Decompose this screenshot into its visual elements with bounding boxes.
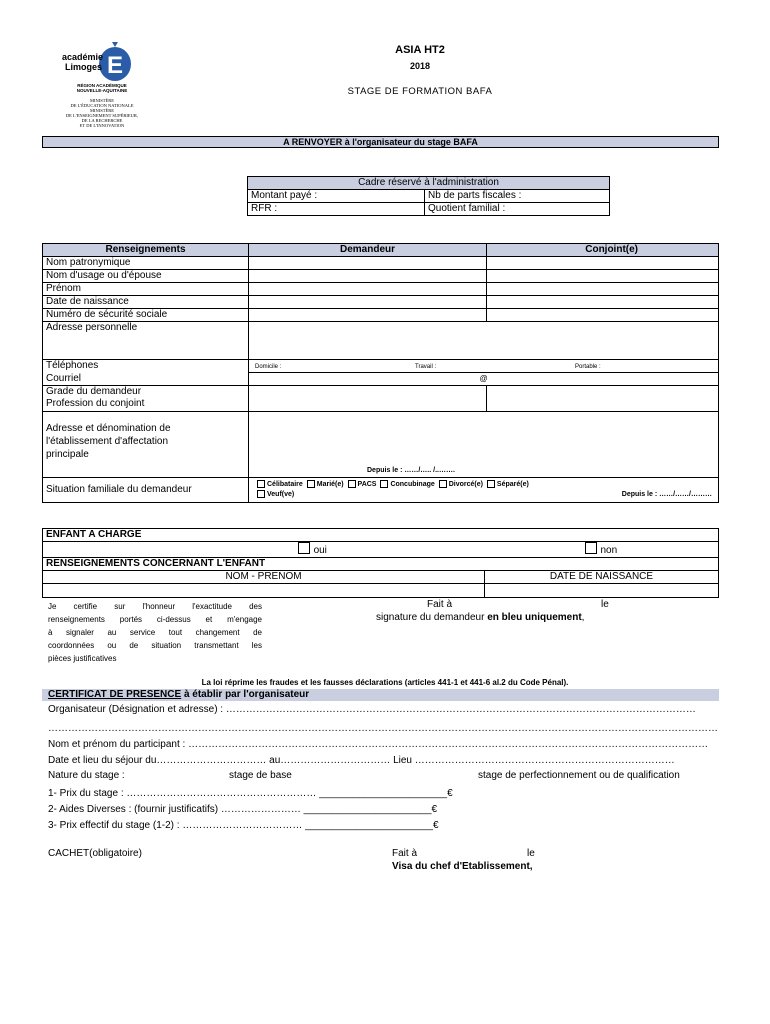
nom-prenom-header: NOM - PRENOM [43, 571, 485, 584]
checkbox-oui[interactable] [298, 542, 310, 554]
row-label: Prénom [43, 283, 249, 296]
svg-text:E: E [106, 52, 124, 79]
checkbox-concubinage[interactable] [380, 480, 388, 488]
row-label-courriel: Courriel [43, 373, 249, 386]
demandeur-field[interactable] [249, 257, 487, 270]
le-label: le [601, 599, 609, 610]
col-header-renseignements: Renseignements [43, 244, 249, 257]
courriel-field[interactable]: @ [249, 373, 719, 386]
conjoint-field[interactable] [487, 270, 719, 283]
col-header-demandeur: Demandeur [249, 244, 487, 257]
cert-le-label: le [527, 848, 535, 859]
demandeur-field[interactable] [249, 309, 487, 322]
admin-title: Cadre réservé à l'administration [248, 177, 610, 190]
conjoint-field[interactable] [487, 283, 719, 296]
visa-label: Visa du chef d'Etablissement, [392, 861, 533, 872]
row-label-grade: Grade du demandeur Profession du conjoint [43, 386, 249, 412]
admin-rfr: RFR : [248, 203, 425, 216]
enfant-title: ENFANT A CHARGE [43, 529, 719, 542]
enfant-date-field[interactable] [485, 584, 719, 598]
form-title: ASIA HT2 [395, 44, 445, 56]
logo-region: RÉGION ACADÉMIQUE NOUVELLE-AQUITAINE [76, 83, 128, 93]
prix-line[interactable]: 1- Prix du stage : ………………………………………………… _______________________€ [48, 788, 453, 799]
row-label-affectation: Adresse et dénomination de l'établissement d'affectation principale [43, 412, 249, 478]
row-label: Nom d'usage ou d'épouse [43, 270, 249, 283]
enfant-table [42, 528, 719, 598]
signature-label: signature du demandeur en bleu uniquement, [376, 612, 585, 623]
enfant-nom-field[interactable] [43, 584, 485, 598]
admin-box [247, 176, 610, 216]
nature-label: Nature du stage : [48, 770, 125, 781]
demandeur-field[interactable] [249, 270, 487, 283]
certify-text: Je certifie sur l'honneur l'exactitude des renseignements portés ci-dessus et m'engage à signaler au service tout changement de coordonnées ou de situation transmettant les pièces justificatives [48, 602, 262, 663]
portable-label: Portable : [575, 364, 601, 370]
domicile-label: Domicile : [255, 364, 282, 370]
academie-logo-icon [98, 42, 132, 82]
organisateur-line[interactable]: Organisateur (Désignation et adresse) : …………………………………………………………………………………………………………………………… [48, 704, 696, 715]
fait-a-label: Fait à [427, 599, 453, 610]
effectif-line[interactable]: 3- Prix effectif du stage (1-2) : ……………………………… _______________________€ [48, 820, 439, 831]
telephones-field[interactable] [249, 360, 719, 373]
stage-base-option[interactable]: stage de base [229, 770, 292, 781]
enfant-renseignements-title: RENSEIGNEMENTS CONCERNANT L'ENFANT [43, 558, 719, 571]
form-year: 2018 [409, 61, 431, 71]
conjoint-field[interactable] [487, 309, 719, 322]
date-naissance-header: DATE DE NAISSANCE [485, 571, 719, 584]
admin-montant: Montant payé : [248, 190, 425, 203]
info-table [42, 243, 719, 503]
cachet-label: CACHET(obligatoire) [48, 848, 142, 859]
cert-fait-label: Fait à [392, 848, 418, 859]
checkbox-divorce[interactable] [439, 480, 447, 488]
aides-line[interactable]: 2- Aides Diverses : (fournir justificatifs) …………………… _______________________€ [48, 804, 438, 815]
row-label: Date de naissance [43, 296, 249, 309]
situation-options: Célibataire Marié(e) PACS Concubinage Divorcé(e) Séparé(e) Veuf(ve) Depuis le : ……/……/……… [249, 478, 719, 503]
law-notice: La loi réprime les fraudes et les fausses déclarations (articles 441-1 et 441-6 al.2 du Code Pénal). [201, 678, 569, 687]
checkbox-non[interactable] [585, 542, 597, 554]
conjoint-field[interactable] [487, 296, 719, 309]
checkbox-marie[interactable] [307, 480, 315, 488]
depuis-affectation: Depuis le : ……/….. /..……. [367, 467, 455, 474]
logo-ministry: MINISTÈRE DE L'ÉDUCATION NATIONALE MINISTÈRE DE L'ENSEIGNEMENT SUPÉRIEUR, DE LA RECHERCHE ET DE L'INNOVATION [65, 98, 139, 128]
row-label-adresse: Adresse personnelle [43, 322, 249, 360]
dots-line[interactable]: ………………………………………………………………………………………………………………………………………………………………………………… [48, 723, 718, 734]
non-option[interactable]: non [485, 542, 719, 558]
stage-perf-option[interactable]: stage de perfectionnement ou de qualification [478, 770, 680, 781]
checkbox-veuf[interactable] [257, 490, 265, 498]
certificat-title: CERTIFICAT DE PRESENCE à établir par l'organisateur [42, 689, 719, 701]
travail-label: Travail : [415, 364, 437, 370]
row-label-situation: Situation familiale du demandeur [43, 478, 249, 503]
col-header-conjoint: Conjoint(e) [487, 244, 719, 257]
checkbox-celibataire[interactable] [257, 480, 265, 488]
affectation-field[interactable] [249, 412, 719, 478]
profession-field[interactable] [487, 386, 719, 412]
admin-quotient: Quotient familial : [425, 203, 610, 216]
oui-option[interactable]: oui [43, 542, 485, 558]
adresse-field[interactable] [249, 322, 719, 360]
form-subtitle: STAGE DE FORMATION BAFA [347, 86, 493, 97]
checkbox-separe[interactable] [487, 480, 495, 488]
logo-text: académie Limoges [62, 52, 104, 72]
return-banner: A RENVOYER à l'organisateur du stage BAFA [42, 136, 719, 148]
row-label-telephones: Téléphones [43, 360, 249, 373]
date-lieu-line[interactable]: Date et lieu du séjour du…………………………… au…………………………… Lieu …………………………………………………………………… [48, 755, 675, 766]
demandeur-field[interactable] [249, 296, 487, 309]
participant-line[interactable]: Nom et prénom du participant : ………………………………………………………………………………………………………………………………………… [48, 739, 709, 750]
demandeur-field[interactable] [249, 283, 487, 296]
checkbox-pacs[interactable] [348, 480, 356, 488]
admin-parts: Nb de parts fiscales : [425, 190, 610, 203]
depuis-situation: Depuis le : ……/……/……… [621, 491, 712, 498]
row-label: Nom patronymique [43, 257, 249, 270]
row-label: Numéro de sécurité sociale [43, 309, 249, 322]
conjoint-field[interactable] [487, 257, 719, 270]
grade-field[interactable] [249, 386, 487, 412]
